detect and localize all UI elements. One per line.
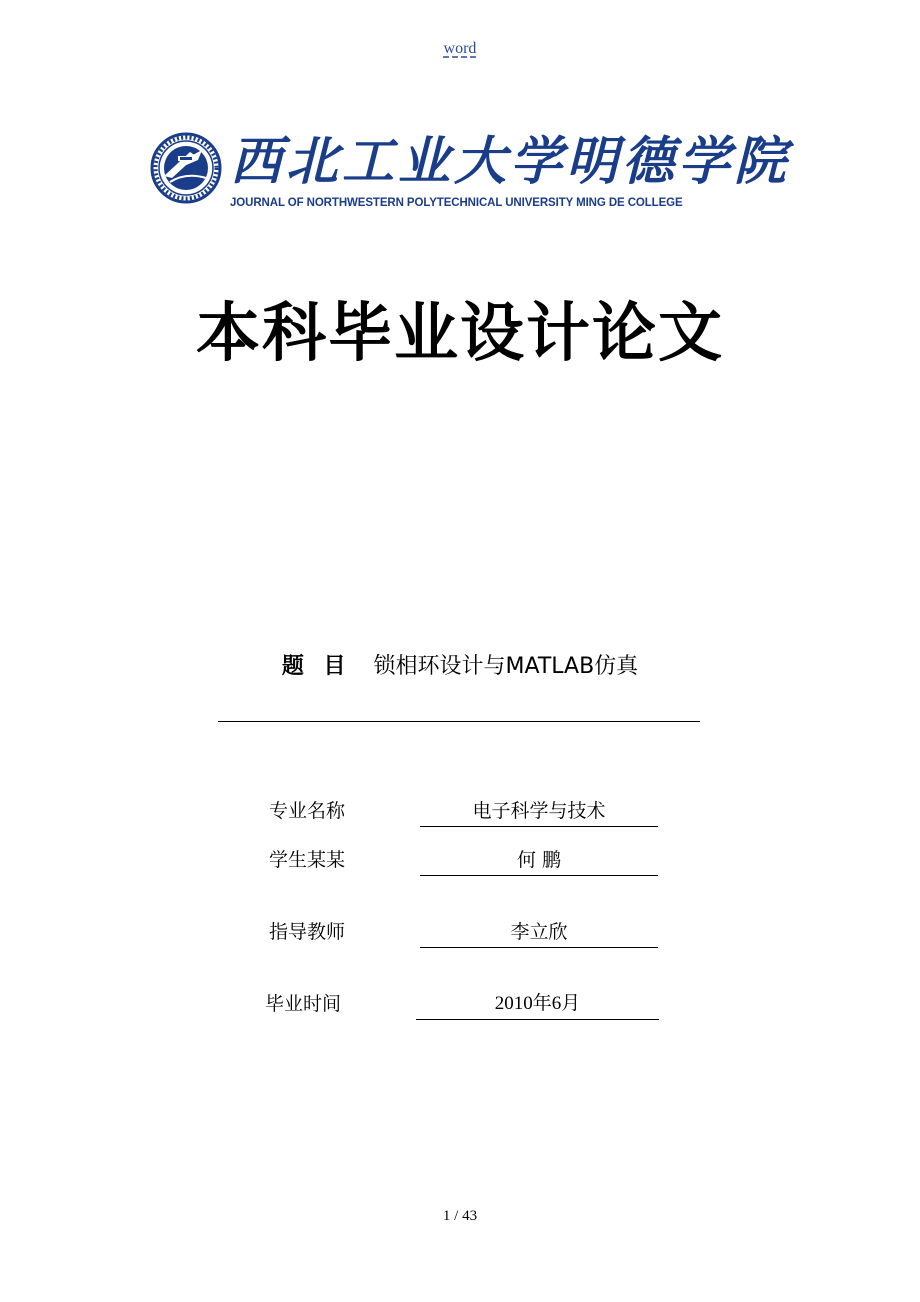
info-row-graduation — [0, 989, 920, 1019]
topic-value: 锁相环设计与MATLAB仿真 — [373, 654, 639, 679]
page-number: 1 / 43 — [442, 1208, 478, 1224]
student-label: 学生某某 — [269, 849, 346, 871]
graduation-value: 2010年6月 — [416, 989, 659, 1020]
student-value: 何 鹏 — [420, 845, 658, 876]
info-row-major — [0, 796, 920, 826]
major-value: 电子科学与技术 — [420, 796, 658, 827]
page-title: 本科毕业设计论文 — [196, 297, 724, 371]
topic-label: 题 目 — [281, 654, 352, 679]
header-word-link[interactable]: word — [443, 40, 477, 57]
advisor-value: 李立欣 — [420, 917, 658, 948]
college-logo — [150, 131, 791, 214]
major-label: 专业名称 — [269, 800, 346, 822]
info-row-student — [0, 845, 920, 875]
advisor-label: 指导教师 — [269, 921, 346, 943]
topic-underline — [218, 721, 700, 722]
college-name-chinese: 西北工业大学明德学院 — [230, 131, 791, 192]
graduation-label: 毕业时间 — [265, 993, 342, 1015]
college-name-english: JOURNAL OF NORTHWESTERN POLYTECHNICAL UNIVERSITY MING DE COLLEGE — [230, 197, 683, 209]
university-seal-icon — [150, 132, 222, 204]
info-row-advisor — [0, 917, 920, 947]
thesis-topic — [0, 652, 920, 682]
